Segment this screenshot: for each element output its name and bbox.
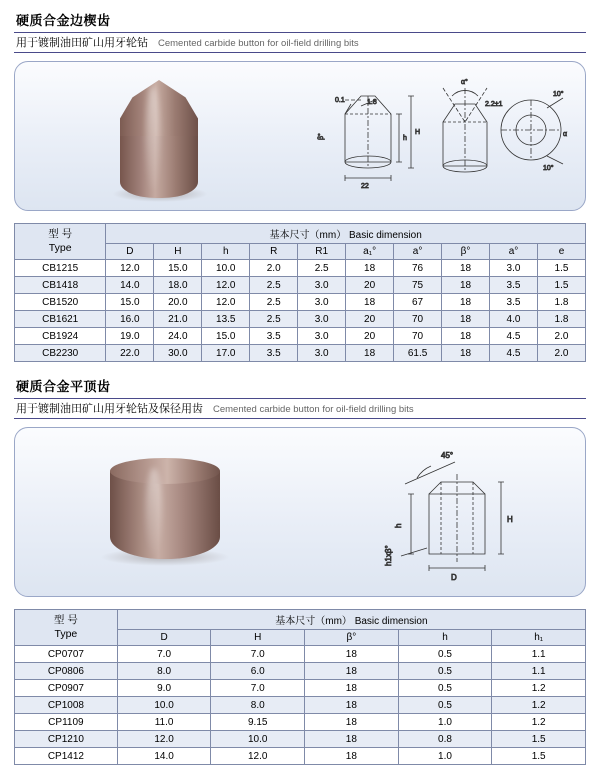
section-subtitle-1 <box>14 32 586 53</box>
svg-text:H: H <box>507 515 513 524</box>
cell-type: CB1215 <box>15 260 106 277</box>
cell: 20 <box>346 277 394 294</box>
cell: 11.0 <box>117 714 211 731</box>
cell: 3.0 <box>298 294 346 311</box>
cell: 18 <box>442 328 490 345</box>
table-row <box>15 328 586 345</box>
flat-top-button-photo <box>110 458 220 568</box>
cell: 70 <box>394 311 442 328</box>
cell: 2.5 <box>250 277 298 294</box>
cell: 1.5 <box>492 731 586 748</box>
table-row <box>15 260 586 277</box>
section-title-1: 硬质合金边楔齿 <box>16 13 111 28</box>
table1-col-7: β° <box>442 244 490 260</box>
cell-type: CB1418 <box>15 277 106 294</box>
cell-type: CP0806 <box>15 663 118 680</box>
cell: 18 <box>346 345 394 362</box>
cell: 1.2 <box>492 680 586 697</box>
svg-text:H: H <box>415 129 421 136</box>
table1-col-2: h <box>202 244 250 260</box>
cell: 21.0 <box>154 311 202 328</box>
table2-type-header-en: Type <box>54 627 78 640</box>
cell: 10.0 <box>117 697 211 714</box>
table1-group-header: 基本尺寸（mm） Basic dimension <box>106 224 586 244</box>
table2-body <box>15 646 586 765</box>
section-subtitle-en-2: Cemented carbide button for oil-field drilling bits <box>213 404 414 415</box>
cell: 18.0 <box>154 277 202 294</box>
section-subtitle-en-1: Cemented carbide button for oil-field drilling bits <box>158 38 359 49</box>
table1-type-header-en: Type <box>48 241 72 254</box>
cell: 18 <box>305 714 399 731</box>
table1-type-header-cn: 型 号 <box>48 228 73 241</box>
cell: 3.5 <box>490 277 538 294</box>
cell-type: CP1008 <box>15 697 118 714</box>
table2-col-4: h₁ <box>492 630 586 646</box>
table2-type-header-cn: 型 号 <box>53 614 78 627</box>
section-subtitle-cn-2: 用于镀制油田矿山用牙轮钻及保径用齿 <box>16 403 203 415</box>
cell: 20 <box>346 328 394 345</box>
table-row <box>15 663 586 680</box>
cell: 2.0 <box>250 260 298 277</box>
cell: 12.0 <box>202 294 250 311</box>
cell: 18 <box>442 260 490 277</box>
cell: 1.2 <box>492 714 586 731</box>
cell: 10.0 <box>202 260 250 277</box>
cell: 15.0 <box>106 294 154 311</box>
cell: 3.0 <box>298 345 346 362</box>
cell: 7.0 <box>211 680 305 697</box>
table-row <box>15 277 586 294</box>
cell: 67 <box>394 294 442 311</box>
cell: 61.5 <box>394 345 442 362</box>
cell: 3.5 <box>490 294 538 311</box>
cell: 7.0 <box>211 646 305 663</box>
svg-text:h: h <box>403 135 407 142</box>
table1-col-6: a° <box>394 244 442 260</box>
cell-type: CB1520 <box>15 294 106 311</box>
table-row <box>15 680 586 697</box>
cell-type: CP1109 <box>15 714 118 731</box>
cell: 4.0 <box>490 311 538 328</box>
cell: 12.0 <box>211 748 305 765</box>
cell: 76 <box>394 260 442 277</box>
cell: 3.0 <box>298 277 346 294</box>
cell: 18 <box>305 680 399 697</box>
svg-text:1.8: 1.8 <box>367 99 377 106</box>
svg-text:10°: 10° <box>543 165 554 172</box>
cell: 18 <box>305 646 399 663</box>
cell: 20 <box>346 311 394 328</box>
svg-text:h: h <box>394 523 403 528</box>
section-subtitle-2 <box>14 398 586 419</box>
wedge-button-photo <box>120 80 198 198</box>
cell: 18 <box>442 345 490 362</box>
cell: 1.0 <box>398 714 492 731</box>
table2-col-3: h <box>398 630 492 646</box>
cell-type: CB1924 <box>15 328 106 345</box>
table1-col-3: R <box>250 244 298 260</box>
cell: 1.5 <box>537 277 585 294</box>
cell: 2.0 <box>537 328 585 345</box>
cell: 16.0 <box>106 311 154 328</box>
table-row <box>15 748 586 765</box>
cell: 18 <box>442 277 490 294</box>
cell: 12.0 <box>106 260 154 277</box>
svg-text:α: α <box>563 131 568 138</box>
table1-col-4: R1 <box>298 244 346 260</box>
cell: 3.5 <box>250 328 298 345</box>
cell: 1.5 <box>492 748 586 765</box>
cell: 1.2 <box>492 697 586 714</box>
table-row <box>15 311 586 328</box>
svg-text:β°: β° <box>318 133 325 140</box>
cell: 9.15 <box>211 714 305 731</box>
table1-col-5: a₁° <box>346 244 394 260</box>
cell: 0.5 <box>398 663 492 680</box>
table-row <box>15 714 586 731</box>
cell: 3.0 <box>298 311 346 328</box>
section-title-2: 硬质合金平顶齿 <box>16 379 111 394</box>
cell: 10.0 <box>211 731 305 748</box>
cell: 9.0 <box>117 680 211 697</box>
cell-type: CP0707 <box>15 646 118 663</box>
cell: 75 <box>394 277 442 294</box>
cell-type: CB1621 <box>15 311 106 328</box>
technical-drawing-2 <box>345 444 575 584</box>
cell: 0.5 <box>398 680 492 697</box>
cell-type: CB2230 <box>15 345 106 362</box>
cell: 12.0 <box>117 731 211 748</box>
cell: 0.5 <box>398 697 492 714</box>
table2-type-header <box>15 610 118 646</box>
cell: 18 <box>442 294 490 311</box>
cell: 30.0 <box>154 345 202 362</box>
cell: 1.1 <box>492 646 586 663</box>
cell: 6.0 <box>211 663 305 680</box>
cell: 8.0 <box>211 697 305 714</box>
technical-drawing-1 <box>315 74 575 200</box>
svg-text:D: D <box>451 573 457 582</box>
illustration-panel-2 <box>14 427 586 597</box>
cell: 1.5 <box>537 260 585 277</box>
cell: 18 <box>305 697 399 714</box>
svg-text:10°: 10° <box>553 91 564 98</box>
svg-text:α°: α° <box>461 79 468 86</box>
cell: 0.5 <box>398 646 492 663</box>
cell: 19.0 <box>106 328 154 345</box>
cell: 2.0 <box>537 345 585 362</box>
cell-type: CP1210 <box>15 731 118 748</box>
dimension-table-flat <box>14 609 586 765</box>
svg-text:22: 22 <box>361 183 369 190</box>
cell: 15.0 <box>202 328 250 345</box>
cell-type: CP0907 <box>15 680 118 697</box>
cell: 8.0 <box>117 663 211 680</box>
section-flat-top-button <box>14 376 586 765</box>
cell: 3.5 <box>250 345 298 362</box>
cell: 7.0 <box>117 646 211 663</box>
svg-text:2.2±1: 2.2±1 <box>485 101 503 108</box>
cell: 0.8 <box>398 731 492 748</box>
cell: 2.5 <box>250 311 298 328</box>
table-row <box>15 294 586 311</box>
cell-type: CP1412 <box>15 748 118 765</box>
section-wedge-button <box>14 10 586 362</box>
cell: 22.0 <box>106 345 154 362</box>
cell: 13.5 <box>202 311 250 328</box>
cell: 18 <box>346 294 394 311</box>
table2-col-1: H <box>211 630 305 646</box>
cell: 18 <box>442 311 490 328</box>
illustration-panel-1 <box>14 61 586 211</box>
cell: 18 <box>305 731 399 748</box>
section-subtitle-cn-1: 用于镀制油田矿山用牙轮钻 <box>16 37 148 49</box>
table-row <box>15 697 586 714</box>
cell: 14.0 <box>106 277 154 294</box>
cell: 12.0 <box>202 277 250 294</box>
table1-col-1: H <box>154 244 202 260</box>
cell: 2.5 <box>298 260 346 277</box>
table2-col-2: β° <box>305 630 399 646</box>
cell: 24.0 <box>154 328 202 345</box>
table-row <box>15 345 586 362</box>
cell: 20.0 <box>154 294 202 311</box>
cell: 4.5 <box>490 328 538 345</box>
cell: 15.0 <box>154 260 202 277</box>
table1-col-8: a° <box>490 244 538 260</box>
svg-text:45°: 45° <box>441 451 454 460</box>
cell: 18 <box>346 260 394 277</box>
dimension-table-wedge <box>14 223 586 362</box>
cell: 1.1 <box>492 663 586 680</box>
cell: 18 <box>305 748 399 765</box>
cell: 18 <box>305 663 399 680</box>
svg-text:0.1: 0.1 <box>335 97 345 104</box>
cell: 2.5 <box>250 294 298 311</box>
table-row <box>15 731 586 748</box>
cell: 1.0 <box>398 748 492 765</box>
cell: 3.0 <box>298 328 346 345</box>
cell: 4.5 <box>490 345 538 362</box>
table1-col-9: e <box>537 244 585 260</box>
cell: 14.0 <box>117 748 211 765</box>
cell: 17.0 <box>202 345 250 362</box>
cell: 1.8 <box>537 294 585 311</box>
table1-col-0: D <box>106 244 154 260</box>
cell: 3.0 <box>490 260 538 277</box>
table2-col-0: D <box>117 630 211 646</box>
table2-group-header: 基本尺寸（mm） Basic dimension <box>117 610 585 630</box>
table1-body <box>15 260 586 362</box>
cell: 1.8 <box>537 311 585 328</box>
table-row <box>15 646 586 663</box>
svg-text:h1xβ°: h1xβ° <box>384 545 393 566</box>
table1-type-header <box>15 224 106 260</box>
cell: 70 <box>394 328 442 345</box>
